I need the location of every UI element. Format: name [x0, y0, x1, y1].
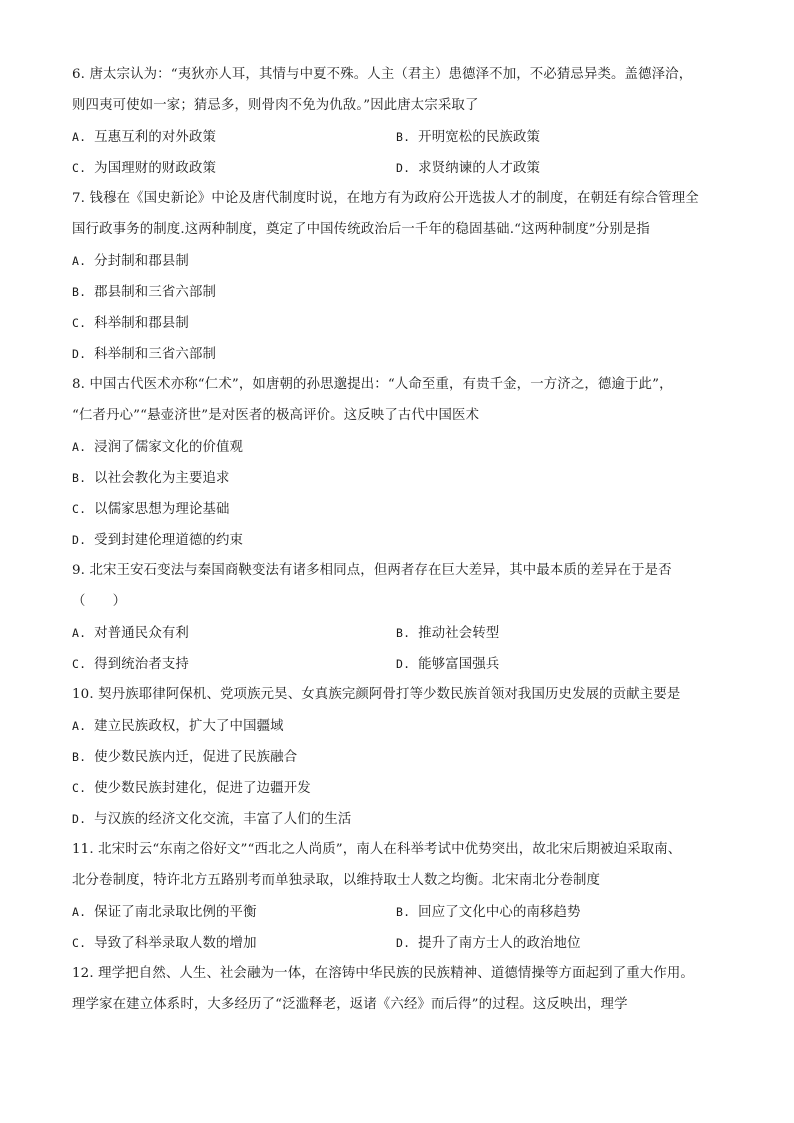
q7-stem-line-1: 7. 钱穆在《国史新论》中论及唐代制度时说，在地方有为政府公开选拔人才的制度，在朝廷有综合管理全: [72, 191, 699, 206]
q8-option-a: A. 浸润了儒家文化的价值观: [72, 440, 244, 455]
q7-option-b: B. 郡县制和三省六部制: [72, 285, 217, 300]
q7-option-c: C. 科举制和郡县制: [72, 316, 189, 331]
q10-option-d: D. 与汉族的经济文化交流，丰富了人们的生活: [72, 812, 352, 827]
q8-option-b: B. 以社会教化为主要追求: [72, 471, 230, 486]
q9-option-b: B. 推动社会转型: [396, 626, 500, 641]
q8-option-d: D. 受到封建伦理道德的约束: [72, 533, 244, 548]
q11-option-b: B. 回应了文化中心的南移趋势: [396, 905, 581, 920]
q11-option-c: C. 导致了科举录取人数的增加: [72, 936, 257, 951]
q8-stem-line-2: “仁者丹心”“悬壶济世”是对医者的极高评价。这反映了古代中国医术: [72, 408, 480, 423]
q6-option-c: C. 为国理财的财政政策: [72, 161, 217, 176]
q12-stem-line-2: 理学家在建立体系时，大多经历了“泛滥释老，返诸《六经》而后得”的过程。这反映出，理学: [72, 997, 628, 1012]
q9-option-d: D. 能够富国强兵: [396, 657, 500, 672]
q11-stem-line-2: 北分卷制度，特许北方五路别考而单独录取，以维持取士人数之均衡。北宋南北分卷制度: [72, 873, 601, 888]
q10-option-b: B. 使少数民族内迁，促进了民族融合: [72, 750, 298, 765]
q6-option-b: B. 开明宽松的民族政策: [396, 130, 541, 145]
q11-option-a: A. 保证了南北录取比例的平衡: [72, 905, 257, 920]
q12-stem-line-1: 12. 理学把自然、人生、社会融为一体，在溶铸中华民族的民族精神、道德情操等方面起到了重大作用。: [72, 966, 694, 981]
q7-option-a: A. 分封制和郡县制: [72, 254, 189, 269]
q8-option-c: C. 以儒家思想为理论基础: [72, 502, 230, 517]
q6-option-d: D. 求贤纳谏的人才政策: [396, 161, 541, 176]
q10-option-a: A. 建立民族政权，扩大了中国疆域: [72, 719, 284, 734]
q9-option-a: A. 对普通民众有利: [72, 626, 189, 641]
q9-stem-line-1: 9. 北宋王安石变法与秦国商鞅变法有诸多相同点，但两者存在巨大差异，其中最本质的差异在于是否: [72, 563, 672, 578]
q11-stem-line-1: 11. 北宋时云“东南之俗好文”“西北之人尚质”，南人在科举考试中优势突出，故北宋后期被迫采取南、: [72, 842, 682, 857]
q11-option-d: D. 提升了南方士人的政治地位: [396, 936, 581, 951]
q8-stem-line-1: 8. 中国古代医术亦称“仁术”，如唐朝的孙思邈提出：“人命至重，有贵千金，一方济之，德逾于此”，: [72, 377, 673, 392]
q7-stem-line-2: 国行政事务的制度.这两种制度，奠定了中国传统政治后一千年的稳固基础.“这两种制度”分别是指: [72, 222, 650, 237]
q10-option-c: C. 使少数民族封建化，促进了边疆开发: [72, 781, 311, 796]
q6-stem-line-1: 6. 唐太宗认为：“夷狄亦人耳，其情与中夏不殊。人主（君主）患德泽不加，不必猜忌异类。盖德泽洽，: [72, 67, 693, 82]
q6-option-a: A. 互惠互利的对外政策: [72, 130, 217, 145]
q9-answer-blank: （ ）: [72, 594, 127, 609]
q10-stem-line-1: 10. 契丹族耶律阿保机、党项族元昊、女真族完颜阿骨打等少数民族首领对我国历史发展的贡献主要是: [72, 687, 681, 702]
q6-stem-line-2: 则四夷可使如一家；猜忌多，则骨肉不免为仇敌。”因此唐太宗采取了: [72, 98, 479, 113]
q7-option-d: D. 科举制和三省六部制: [72, 347, 217, 362]
q9-option-c: C. 得到统治者支持: [72, 657, 189, 672]
